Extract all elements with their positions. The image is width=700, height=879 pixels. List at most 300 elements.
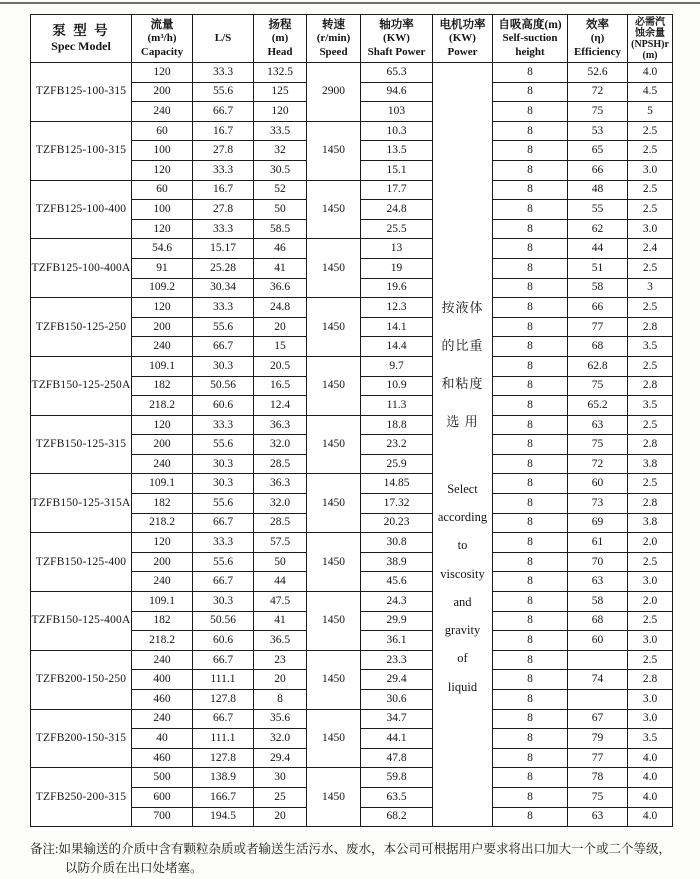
head-cell: 20	[254, 317, 307, 337]
shaft-power-cell: 25.5	[361, 219, 433, 239]
self-suction-cell: 8	[493, 160, 568, 180]
npsh-cell: 2.0	[628, 533, 673, 553]
shaft-power-cell: 30.6	[361, 690, 433, 710]
ls-cell: 66.7	[193, 572, 254, 592]
efficiency-cell: 52.6	[568, 63, 628, 83]
head-cell: 36.3	[254, 474, 307, 494]
column-header-line: 蚀余量	[635, 27, 665, 39]
capacity-cell: 54.6	[132, 239, 193, 259]
efficiency-cell: 70	[568, 552, 628, 572]
npsh-cell: 4.0	[628, 787, 673, 807]
npsh-cell: 2.5	[628, 552, 673, 572]
self-suction-cell: 8	[493, 200, 568, 220]
self-suction-cell: 8	[493, 317, 568, 337]
efficiency-cell: 63	[568, 807, 628, 827]
ls-cell: 50.56	[193, 611, 254, 631]
head-cell: 32.0	[254, 729, 307, 749]
head-cell: 33.5	[254, 121, 307, 141]
npsh-cell: 2.5	[628, 650, 673, 670]
head-cell: 36.6	[254, 278, 307, 298]
npsh-cell: 2.5	[628, 200, 673, 220]
column-header-line: (η)	[590, 32, 605, 45]
self-suction-cell: 8	[493, 454, 568, 474]
ls-cell: 33.3	[193, 160, 254, 180]
ls-cell: 66.7	[193, 709, 254, 729]
capacity-cell: 240	[132, 572, 193, 592]
spec-row	[31, 356, 673, 376]
npsh-cell: 4.5	[628, 82, 673, 102]
self-suction-cell: 8	[493, 239, 568, 259]
npsh-cell: 2.8	[628, 670, 673, 690]
head-cell: 30.5	[254, 160, 307, 180]
capacity-cell: 460	[132, 690, 193, 710]
capacity-cell: 100	[132, 200, 193, 220]
capacity-cell: 700	[132, 807, 193, 827]
npsh-cell: 2.5	[628, 298, 673, 318]
shaft-power-cell: 34.7	[361, 709, 433, 729]
remarks-line-2: 以防介质在出口处堵塞。	[65, 861, 203, 876]
head-cell: 29.4	[254, 748, 307, 768]
shaft-power-cell: 19.6	[361, 278, 433, 298]
self-suction-cell: 8	[493, 337, 568, 357]
speed-cell: 1450	[307, 415, 361, 474]
shaft-power-cell: 17.32	[361, 494, 433, 514]
efficiency-cell: 78	[568, 768, 628, 788]
motor-power-note-line: according	[437, 510, 488, 525]
column-header-line: Head	[267, 45, 293, 58]
column-header-line: Shaft Power	[367, 45, 426, 58]
shaft-power-cell: 23.2	[361, 435, 433, 455]
column-header-ls	[193, 15, 254, 63]
self-suction-cell: 8	[493, 807, 568, 827]
head-cell: 41	[254, 611, 307, 631]
column-header-line: Power	[447, 45, 478, 58]
speed-cell: 1450	[307, 356, 361, 415]
shaft-power-cell: 38.9	[361, 552, 433, 572]
head-cell: 58.5	[254, 219, 307, 239]
efficiency-cell: 63	[568, 415, 628, 435]
capacity-cell: 60	[132, 121, 193, 141]
efficiency-cell: 61	[568, 533, 628, 553]
spec-row	[31, 474, 673, 494]
ls-cell: 138.9	[193, 768, 254, 788]
capacity-cell: 182	[132, 611, 193, 631]
efficiency-cell: 74	[568, 670, 628, 690]
capacity-cell: 218.2	[132, 396, 193, 416]
ls-cell: 111.1	[193, 670, 254, 690]
speed-cell: 1450	[307, 768, 361, 827]
head-cell: 125	[254, 82, 307, 102]
head-cell: 50	[254, 552, 307, 572]
npsh-cell: 2.4	[628, 239, 673, 259]
head-cell: 44	[254, 572, 307, 592]
efficiency-cell: 77	[568, 317, 628, 337]
efficiency-cell: 66	[568, 160, 628, 180]
efficiency-cell: 62	[568, 219, 628, 239]
capacity-cell: 120	[132, 160, 193, 180]
npsh-cell: 2.5	[628, 141, 673, 161]
self-suction-cell: 8	[493, 63, 568, 83]
head-cell: 20.5	[254, 356, 307, 376]
capacity-cell: 600	[132, 787, 193, 807]
npsh-cell: 3.8	[628, 513, 673, 533]
self-suction-cell: 8	[493, 278, 568, 298]
efficiency-cell: 65	[568, 141, 628, 161]
head-cell: 41	[254, 258, 307, 278]
self-suction-cell: 8	[493, 474, 568, 494]
spec-row	[31, 650, 673, 670]
spec-model-cell: TZFB125-100-400	[31, 180, 132, 239]
efficiency-cell: 66	[568, 298, 628, 318]
efficiency-cell: 53	[568, 121, 628, 141]
column-header-line: Capacity	[140, 45, 184, 58]
column-header-line: Self-suction	[502, 32, 558, 45]
motor-power-note-line: viscosity	[440, 566, 485, 581]
head-cell: 47.5	[254, 592, 307, 612]
ls-cell: 33.3	[193, 298, 254, 318]
npsh-cell: 3.0	[628, 631, 673, 651]
efficiency-cell: 67	[568, 709, 628, 729]
shaft-power-cell: 59.8	[361, 768, 433, 788]
column-header-line: 必需汽	[635, 16, 665, 28]
motor-power-note-line: to	[457, 538, 468, 553]
speed-cell: 1450	[307, 650, 361, 709]
shaft-power-cell: 19	[361, 258, 433, 278]
ls-cell: 16.7	[193, 180, 254, 200]
npsh-cell: 3.0	[628, 709, 673, 729]
column-header-line: (KW)	[449, 32, 476, 45]
ls-cell: 66.7	[193, 513, 254, 533]
capacity-cell: 240	[132, 454, 193, 474]
speed-cell: 1450	[307, 709, 361, 768]
self-suction-cell: 8	[493, 121, 568, 141]
self-suction-cell: 8	[493, 552, 568, 572]
ls-cell: 50.56	[193, 376, 254, 396]
self-suction-cell: 8	[493, 787, 568, 807]
shaft-power-cell: 20.23	[361, 513, 433, 533]
head-cell: 32	[254, 141, 307, 161]
capacity-cell: 120	[132, 63, 193, 83]
ls-cell: 194.5	[193, 807, 254, 827]
ls-cell: 60.6	[193, 631, 254, 651]
head-cell: 36.3	[254, 415, 307, 435]
shaft-power-cell: 63.5	[361, 787, 433, 807]
npsh-cell: 3.0	[628, 160, 673, 180]
shaft-power-cell: 94.6	[361, 82, 433, 102]
self-suction-cell: 8	[493, 494, 568, 514]
ls-cell: 60.6	[193, 396, 254, 416]
column-header-line: Spec Model	[51, 39, 111, 54]
self-suction-cell: 8	[493, 82, 568, 102]
shaft-power-cell: 23.3	[361, 650, 433, 670]
capacity-cell: 200	[132, 552, 193, 572]
head-cell: 12.4	[254, 396, 307, 416]
spec-row	[31, 63, 673, 83]
speed-cell: 2900	[307, 63, 361, 122]
ls-cell: 25.28	[193, 258, 254, 278]
column-header-line: (m)	[642, 49, 658, 61]
efficiency-cell: 65.2	[568, 396, 628, 416]
self-suction-cell: 8	[493, 670, 568, 690]
head-cell: 23	[254, 650, 307, 670]
efficiency-cell: 75	[568, 102, 628, 122]
column-header-line: Efficiency	[573, 45, 622, 58]
shaft-power-cell: 13.5	[361, 141, 433, 161]
spec-model-cell: TZFB125-100-315	[31, 121, 132, 180]
ls-cell: 111.1	[193, 729, 254, 749]
capacity-cell: 200	[132, 435, 193, 455]
capacity-cell: 218.2	[132, 631, 193, 651]
head-cell: 15	[254, 337, 307, 357]
spec-model-cell: TZFB125-100-400A	[31, 239, 132, 298]
ls-cell: 66.7	[193, 650, 254, 670]
ls-cell: 66.7	[193, 102, 254, 122]
npsh-cell: 2.8	[628, 494, 673, 514]
efficiency-cell: 51	[568, 258, 628, 278]
column-header-line: 转速	[322, 19, 345, 32]
efficiency-cell: 75	[568, 376, 628, 396]
table-header	[31, 15, 673, 63]
column-header-capacity	[132, 15, 193, 63]
ls-cell: 30.3	[193, 454, 254, 474]
capacity-cell: 182	[132, 376, 193, 396]
ls-cell: 166.7	[193, 787, 254, 807]
head-cell: 28.5	[254, 454, 307, 474]
self-suction-cell: 8	[493, 396, 568, 416]
motor-power-note-line: of	[457, 651, 468, 666]
self-suction-cell: 8	[493, 572, 568, 592]
head-cell: 25	[254, 787, 307, 807]
efficiency-cell: 79	[568, 729, 628, 749]
shaft-power-cell: 10.3	[361, 121, 433, 141]
spec-model-cell: TZFB150-125-400	[31, 533, 132, 592]
capacity-cell: 500	[132, 768, 193, 788]
self-suction-cell: 8	[493, 141, 568, 161]
head-cell: 36.5	[254, 631, 307, 651]
efficiency-cell: 75	[568, 435, 628, 455]
speed-cell: 1450	[307, 298, 361, 357]
self-suction-cell: 8	[493, 729, 568, 749]
head-cell: 20	[254, 670, 307, 690]
speed-cell: 1450	[307, 239, 361, 298]
efficiency-cell: 69	[568, 513, 628, 533]
column-header-line: 电机功率	[439, 19, 486, 32]
npsh-cell: 3.8	[628, 454, 673, 474]
ls-cell: 33.3	[193, 219, 254, 239]
capacity-cell: 218.2	[132, 513, 193, 533]
ls-cell: 33.3	[193, 533, 254, 553]
efficiency-cell: 60	[568, 474, 628, 494]
npsh-cell: 3.5	[628, 337, 673, 357]
efficiency-cell: 58	[568, 278, 628, 298]
self-suction-cell: 8	[493, 631, 568, 651]
speed-cell: 1450	[307, 121, 361, 180]
column-header-power	[433, 15, 493, 63]
motor-power-note-line: 和粘度	[441, 376, 484, 392]
spec-model-cell: TZFB250-200-315	[31, 768, 132, 827]
efficiency-cell: 73	[568, 494, 628, 514]
motor-power-note-line: 的比重	[441, 338, 484, 354]
ls-cell: 16.7	[193, 121, 254, 141]
shaft-power-cell: 29.4	[361, 670, 433, 690]
column-header-line: (m³/h)	[147, 32, 177, 45]
npsh-cell: 4.0	[628, 768, 673, 788]
column-header-suction	[493, 15, 568, 63]
ls-cell: 55.6	[193, 552, 254, 572]
capacity-cell: 109.1	[132, 592, 193, 612]
efficiency-cell: 72	[568, 82, 628, 102]
efficiency-cell: 68	[568, 337, 628, 357]
capacity-cell: 200	[132, 317, 193, 337]
capacity-cell: 109.1	[132, 356, 193, 376]
capacity-cell: 60	[132, 180, 193, 200]
shaft-power-cell: 13	[361, 239, 433, 259]
capacity-cell: 240	[132, 650, 193, 670]
head-cell: 30	[254, 768, 307, 788]
self-suction-cell: 8	[493, 180, 568, 200]
shaft-power-cell: 14.4	[361, 337, 433, 357]
pump-spec-table	[30, 14, 673, 827]
motor-power-note-line: liquid	[447, 679, 478, 694]
column-header-npsh	[628, 15, 673, 63]
npsh-cell: 2.8	[628, 376, 673, 396]
capacity-cell: 120	[132, 219, 193, 239]
npsh-cell: 2.5	[628, 180, 673, 200]
npsh-cell: 3.5	[628, 729, 673, 749]
spec-model-cell: TZFB150-125-315	[31, 415, 132, 474]
efficiency-cell: 48	[568, 180, 628, 200]
self-suction-cell: 8	[493, 748, 568, 768]
motor-power-note-line: 按液体	[441, 300, 484, 316]
ls-cell: 30.34	[193, 278, 254, 298]
shaft-power-cell: 25.9	[361, 454, 433, 474]
head-cell: 8	[254, 690, 307, 710]
speed-cell: 1450	[307, 474, 361, 533]
shaft-power-cell: 14.85	[361, 474, 433, 494]
motor-power-note-line: gravity	[444, 623, 481, 638]
shaft-power-cell: 103	[361, 102, 433, 122]
spec-row	[31, 239, 673, 259]
npsh-cell: 3	[628, 278, 673, 298]
spec-model-cell: TZFB200-150-315	[31, 709, 132, 768]
npsh-cell: 2.5	[628, 258, 673, 278]
self-suction-cell: 8	[493, 690, 568, 710]
column-header-line: 效率	[586, 19, 609, 32]
column-header-line: (m)	[271, 32, 289, 45]
ls-cell: 15.17	[193, 239, 254, 259]
capacity-cell: 240	[132, 709, 193, 729]
self-suction-cell: 8	[493, 533, 568, 553]
capacity-cell: 40	[132, 729, 193, 749]
capacity-cell: 109.2	[132, 278, 193, 298]
spec-row	[31, 121, 673, 141]
npsh-cell: 2.5	[628, 474, 673, 494]
shaft-power-cell: 30.8	[361, 533, 433, 553]
shaft-power-cell: 65.3	[361, 63, 433, 83]
self-suction-cell: 8	[493, 709, 568, 729]
efficiency-cell: 58	[568, 592, 628, 612]
head-cell: 35.6	[254, 709, 307, 729]
self-suction-cell: 8	[493, 435, 568, 455]
column-header-line: height	[515, 45, 545, 58]
spec-row	[31, 592, 673, 612]
page-top-rule	[0, 2, 700, 4]
capacity-cell: 400	[132, 670, 193, 690]
efficiency-cell: 68	[568, 611, 628, 631]
efficiency-cell: 77	[568, 748, 628, 768]
efficiency-cell	[568, 690, 628, 710]
efficiency-cell: 63	[568, 572, 628, 592]
shaft-power-cell: 12.3	[361, 298, 433, 318]
column-header-shaft	[361, 15, 433, 63]
table-body	[31, 63, 673, 827]
speed-cell: 1450	[307, 180, 361, 239]
head-cell: 24.8	[254, 298, 307, 318]
self-suction-cell: 8	[493, 102, 568, 122]
shaft-power-cell: 14.1	[361, 317, 433, 337]
capacity-cell: 200	[132, 82, 193, 102]
head-cell: 52	[254, 180, 307, 200]
head-cell: 28.5	[254, 513, 307, 533]
spec-model-cell: TZFB150-125-400A	[31, 592, 132, 651]
column-header-line: 泵 型 号	[52, 22, 110, 38]
ls-cell: 55.6	[193, 494, 254, 514]
ls-cell: 30.3	[193, 356, 254, 376]
self-suction-cell: 8	[493, 219, 568, 239]
shaft-power-cell: 24.3	[361, 592, 433, 612]
motor-power-note-line: Select	[447, 481, 478, 496]
self-suction-cell: 8	[493, 258, 568, 278]
shaft-power-cell: 44.1	[361, 729, 433, 749]
column-header-line: 扬程	[268, 19, 292, 32]
motor-power-note-line: and	[453, 594, 472, 609]
efficiency-cell: 44	[568, 239, 628, 259]
self-suction-cell: 8	[493, 513, 568, 533]
ls-cell: 55.6	[193, 82, 254, 102]
column-header-line: 轴功率	[379, 19, 414, 32]
npsh-cell: 2.5	[628, 356, 673, 376]
speed-cell: 1450	[307, 533, 361, 592]
column-header-line: (r/min)	[316, 32, 351, 45]
self-suction-cell: 8	[493, 356, 568, 376]
ls-cell: 33.3	[193, 63, 254, 83]
efficiency-cell: 72	[568, 454, 628, 474]
npsh-cell: 3.5	[628, 396, 673, 416]
npsh-cell: 3.0	[628, 219, 673, 239]
capacity-cell: 182	[132, 494, 193, 514]
ls-cell: 66.7	[193, 337, 254, 357]
spec-row	[31, 709, 673, 729]
self-suction-cell: 8	[493, 592, 568, 612]
spec-model-cell: TZFB150-125-315A	[31, 474, 132, 533]
npsh-cell: 4.0	[628, 63, 673, 83]
capacity-cell: 100	[132, 141, 193, 161]
remarks-line-1: 备注:如果输送的介质中含有颗粒杂质或者输送生活污水、废水，本公司可根据用户要求将出口加大一个或二个等级，	[30, 842, 671, 856]
shaft-power-cell: 47.8	[361, 748, 433, 768]
self-suction-cell: 8	[493, 611, 568, 631]
capacity-cell: 120	[132, 415, 193, 435]
column-header-line: 自吸高度(m)	[498, 19, 562, 32]
motor-power-note-line: 选 用	[446, 413, 479, 429]
column-header-line: (NPSH)r	[631, 38, 669, 50]
speed-cell: 1450	[307, 592, 361, 651]
npsh-cell: 2.5	[628, 121, 673, 141]
spec-model-cell: TZFB200-150-250	[31, 650, 132, 709]
spec-model-cell: TZFB125-100-315	[31, 63, 132, 122]
capacity-cell: 460	[132, 748, 193, 768]
npsh-cell: 3.0	[628, 690, 673, 710]
capacity-cell: 120	[132, 533, 193, 553]
